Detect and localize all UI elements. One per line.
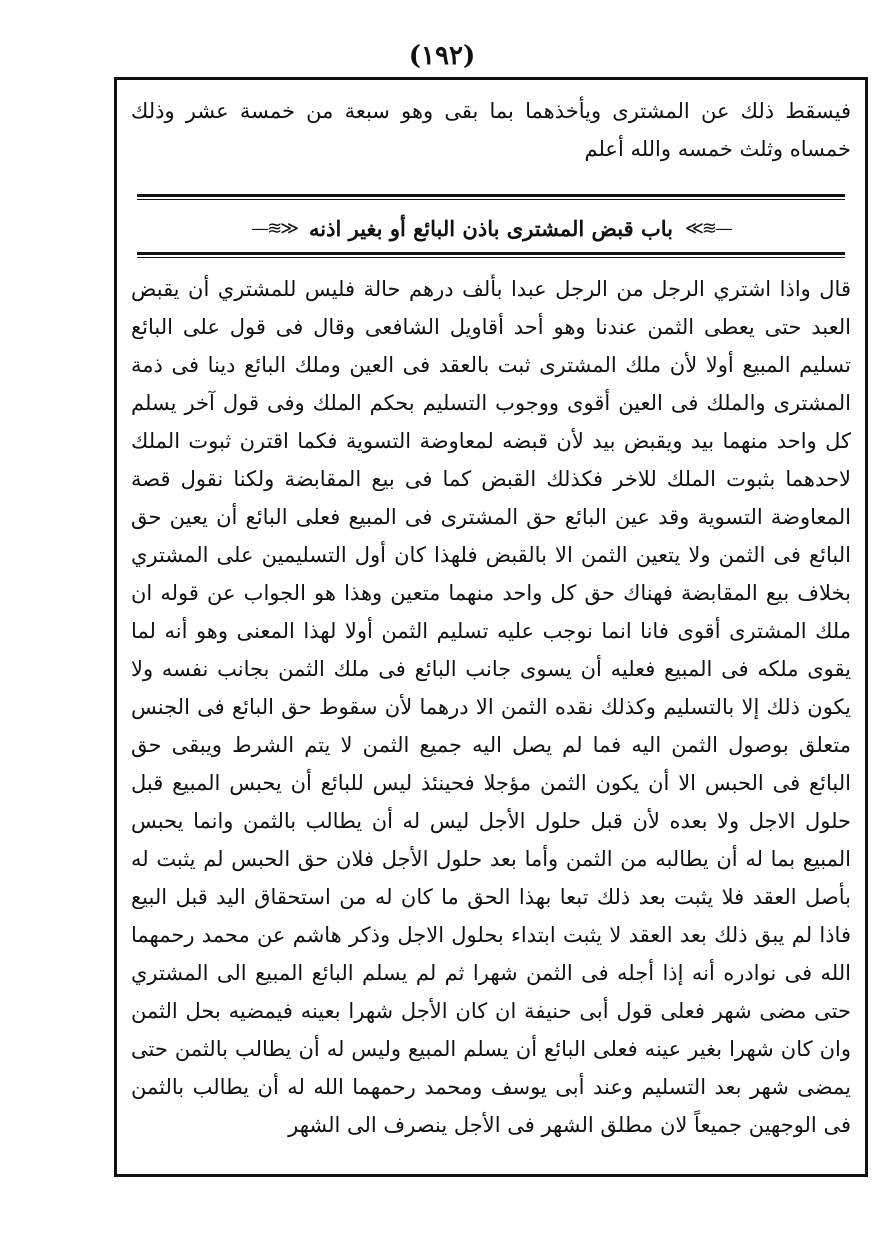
page-number: (۱۹۲)	[408, 41, 476, 71]
chapter-heading	[117, 208, 865, 248]
chapter-heading-text: باب قبض المشترى باذن البائع أو بغير اذنه	[309, 215, 673, 241]
top-paragraph: فيسقط ذلك عن المشترى ويأخذهما بما بقى وهو سبعة من خمسة عشر وذلك خمساه وثلث خمسه والله أعلم	[131, 99, 851, 161]
top-divider-thin	[137, 199, 845, 200]
body-text: قال واذا اشتري الرجل من الرجل عبدا بألف درهم حالة فليس للمشتري أن يقبض العبد حتى يعطى الثمن عندنا وهو أحد أقاويل الشافعى وقال فى قول على البائع تسليم المبيع أولا لأن ملك المشترى ثبت بالعقد فى العين وملك البائع دينا فى ذمة المشترى والملك فى العين أقوى ووجوب التسليم بحكم الملك وفى قول آخر يسلم كل واحد منهما بيد ويقبض بيد لأن قبضه لمعاوضة التسوية فكما اقترن ثبوت الملك لاحدهما بثبوت الملك للاخر فكذلك القبض كما فى بيع المقابضة ولكنا نقول قصة المعاوضة التسوية وقد عين البائع حق المشترى فى المبيع فعلى البائع أن يعين حق البائع فى الثمن ولا يتعين الثمن الا بالقبض فلهذا كان أول التسليمين على المشتري بخلاف بيع المقابضة فهناك حق كل واحد منهما متعين وهذا هو الجواب عن قوله ان ملك المشترى أقوى فانا انما نوجب عليه تسليم الثمن أولا لهذا المعنى وهو أنه لما يقوى ملكه فى المبيع فعليه أن يسوى جانب البائع فى ملك الثمن بجانب نفسه ولا يكون ذلك إلا بالتسليم وكذلك نقده الثمن الا درهما لأن سقوط حق البائع فى الجنس متعلق بوصول الثمن اليه فما لم يصل اليه جميع الثمن لا يتم الشرط ويبقى حق البائع فى الحبس الا أن يكون الثمن مؤجلا فحينئذ ليس للبائع أن يحبس المبيع قبل حلول الاجل ولا بعده لأن قبل حلول الأجل ليس له أن يطالب بالثمن وانما يحبس المبيع بما له أن يطالبه من الثمن وأما بعد حلول الأجل فلان حق الحبس لم يثبت له بأصل العقد فلا يثبت بعد ذلك تبعا بهذا الحق ما كان له من استحقاق اليد قبل البيع فاذا لم يبق ذلك بعد العقد لا يثبت ابتداء بحلول الاجل وذكر هاشم عن محمد رحمهما الله فى نوادره أنه إذا أجله فى الثمن شهرا ثم لم يسلم البائع المبيع الى المشتري حتى مضى شهر فعلى قول أبى حنيفة ان كان الأجل شهرا بعينه فيمضيه بحل الثمن وان كان شهرا بغير عينه فعلى البائع أن يسلم المبيع وليس له أن يطالب بالثمن حتى يمضى شهر بعد التسليم وعند أبى يوسف ومحمد رحمهما الله له أن يطالب بالثمن فى الوجهين جميعاً لان مطلق الشهر فى الأجل ينصرف الى الشهر	[131, 277, 851, 1137]
ornament-right-icon: —≋≫	[684, 217, 731, 239]
ornament-left-icon: ≪≋—	[251, 217, 298, 239]
top-divider	[137, 194, 845, 197]
bottom-divider	[137, 252, 845, 255]
page-frame	[114, 77, 868, 1177]
bottom-divider-thin	[137, 257, 845, 258]
